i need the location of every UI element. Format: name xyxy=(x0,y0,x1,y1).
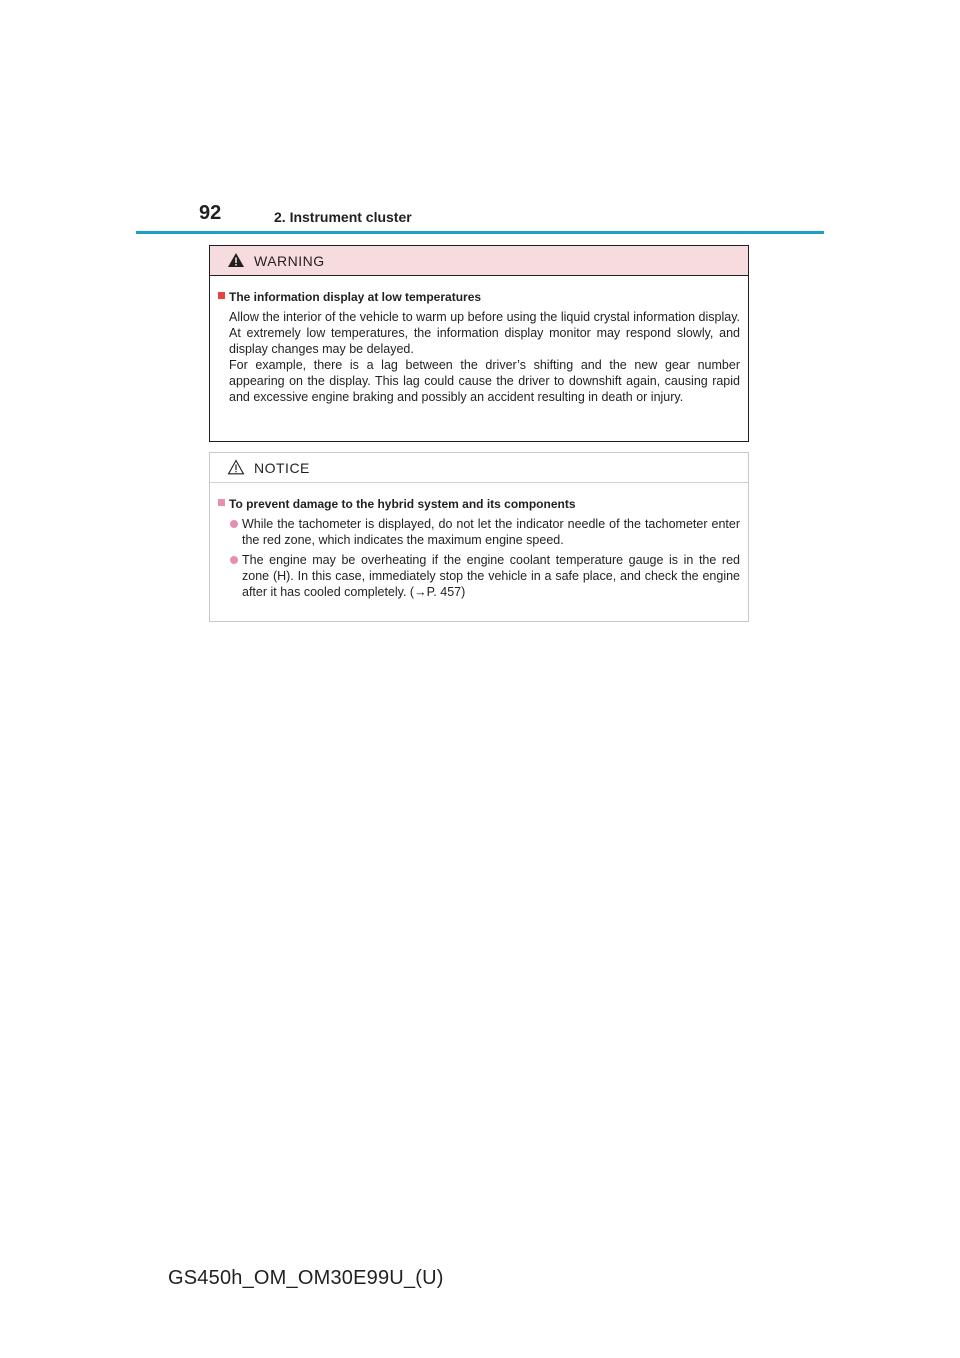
caution-triangle-icon xyxy=(227,459,245,475)
warning-body xyxy=(210,276,748,405)
warning-paragraph-1: Allow the interior of the vehicle to warm up before using the liquid crystal information display. At extremely low temperatures, the information display monitor may respond slowly, and display changes may be delayed. xyxy=(229,310,740,356)
notice-body xyxy=(210,483,748,600)
notice-subhead xyxy=(218,496,740,512)
warning-label: WARNING xyxy=(254,253,325,269)
header-rule xyxy=(136,231,824,234)
notice-bullet-text: While the tachometer is displayed, do not let the indicator needle of the tachometer enter the red zone, which indicates the maximum engine speed. xyxy=(242,517,740,547)
warning-header xyxy=(210,246,748,276)
warning-paragraph-2: For example, there is a lag between the driver’s shifting and the new gear number appearing on the display. This lag could cause the driver to downshift again, causing rapid and excessive engine braking and possibly an accident resulting in death or injury. xyxy=(229,358,740,404)
warning-box xyxy=(209,245,749,442)
notice-subhead-text: To prevent damage to the hybrid system and its components xyxy=(229,497,576,511)
notice-label: NOTICE xyxy=(254,460,310,476)
notice-bullet xyxy=(218,516,740,548)
red-square-icon xyxy=(218,292,225,299)
bullet-dot-icon xyxy=(230,520,238,528)
page-header xyxy=(0,200,960,240)
warning-subhead-text: The information display at low temperatures xyxy=(229,290,482,304)
pink-square-icon xyxy=(218,499,225,506)
warning-triangle-icon xyxy=(227,252,245,268)
notice-bullet-text: The engine may be overheating if the engine coolant temperature gauge is in the red zone (H). In this case, immediately stop the vehicle in a safe place, and check the engine after it has cooled completely. (→P. 457) xyxy=(242,553,740,599)
page-number: 92 xyxy=(199,202,222,224)
section-title: 2. Instrument cluster xyxy=(274,209,412,225)
warning-subhead xyxy=(218,289,740,305)
notice-bullet xyxy=(218,552,740,600)
notice-box xyxy=(209,452,749,622)
footer-document-code: GS450h_OM_OM30E99U_(U) xyxy=(168,1267,444,1289)
bullet-dot-icon xyxy=(230,556,238,564)
notice-header xyxy=(210,453,748,483)
